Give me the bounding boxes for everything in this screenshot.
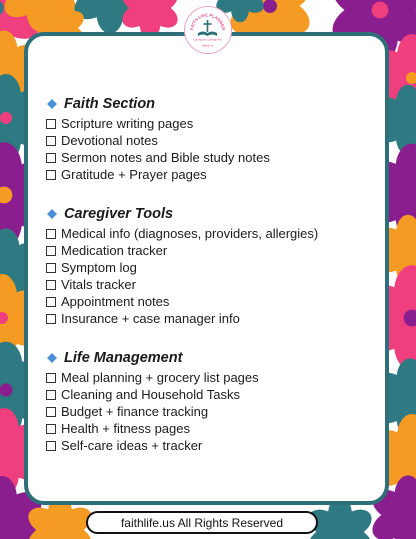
checkbox-icon: [46, 373, 56, 383]
logo-sub-text: Caring for Caregivers: [193, 37, 222, 42]
checklist-content: [45, 94, 385, 475]
item-label: Devotional notes: [61, 133, 158, 148]
list-item: [45, 310, 385, 327]
caregiver-tools-section: [45, 204, 385, 327]
item-label: Health + fitness pages: [61, 421, 190, 436]
item-label: Sermon notes and Bible study notes: [61, 150, 270, 165]
list-item: [45, 386, 385, 403]
diamond-bullet-icon: [47, 99, 57, 109]
list-item: [45, 132, 385, 149]
list-item: [45, 276, 385, 293]
checkbox-icon: [46, 407, 56, 417]
checkbox-icon: [46, 153, 56, 163]
item-label: Appointment notes: [61, 294, 170, 309]
item-label: Scripture writing pages: [61, 116, 194, 131]
checkbox-icon: [46, 263, 56, 273]
logo-bottom-text: faithlife.us: [201, 44, 214, 48]
item-label: Medication tracker: [61, 243, 168, 258]
item-label: Self-care ideas + tracker: [61, 438, 203, 453]
checkbox-icon: [46, 229, 56, 239]
section-header: [45, 94, 385, 114]
list-item: [45, 149, 385, 166]
footer-text: faithlife.us All Rights Reserved: [120, 515, 284, 530]
life-management-section: [45, 348, 385, 454]
list-item: [45, 369, 385, 386]
diamond-bullet-icon: [47, 209, 57, 219]
faithlife-planner-logo: [184, 6, 232, 54]
list-item: [45, 242, 385, 259]
item-label: Symptom log: [61, 260, 137, 275]
list-item: [45, 420, 385, 437]
section-title: Caregiver Tools: [64, 206, 174, 222]
list-item: [45, 115, 385, 132]
list-item: [45, 166, 385, 183]
checkbox-icon: [46, 297, 56, 307]
checkbox-icon: [46, 170, 56, 180]
checkbox-icon: [46, 136, 56, 146]
item-label: Meal planning + grocery list pages: [61, 370, 259, 385]
section-title: Life Management: [64, 350, 183, 366]
copyright-footer: [86, 511, 318, 534]
checkbox-icon: [46, 390, 56, 400]
checkbox-icon: [46, 246, 56, 256]
section-header: [45, 204, 385, 224]
item-label: Gratitude + Prayer pages: [61, 167, 207, 182]
faithlife-planner-logo-icon: [185, 7, 230, 52]
list-item: [45, 437, 385, 454]
diamond-bullet-icon: [47, 353, 57, 363]
list-item: [45, 403, 385, 420]
checkbox-icon: [46, 424, 56, 434]
checkbox-icon: [46, 441, 56, 451]
section-title: Faith Section: [64, 96, 156, 112]
item-label: Insurance + case manager info: [61, 311, 240, 326]
checkbox-icon: [46, 119, 56, 129]
item-label: Medical info (diagnoses, providers, allergies): [61, 226, 319, 241]
item-label: Budget + finance tracking: [61, 404, 209, 419]
section-header: [45, 348, 385, 368]
list-item: [45, 259, 385, 276]
item-label: Vitals tracker: [61, 277, 136, 292]
list-item: [45, 225, 385, 242]
checkbox-icon: [46, 280, 56, 290]
item-label: Cleaning and Household Tasks: [61, 387, 240, 402]
list-item: [45, 293, 385, 310]
checkbox-icon: [46, 314, 56, 324]
faith-section: [45, 94, 385, 183]
logo-arc-text: FAITH LIFE PLANNER: [188, 12, 227, 31]
